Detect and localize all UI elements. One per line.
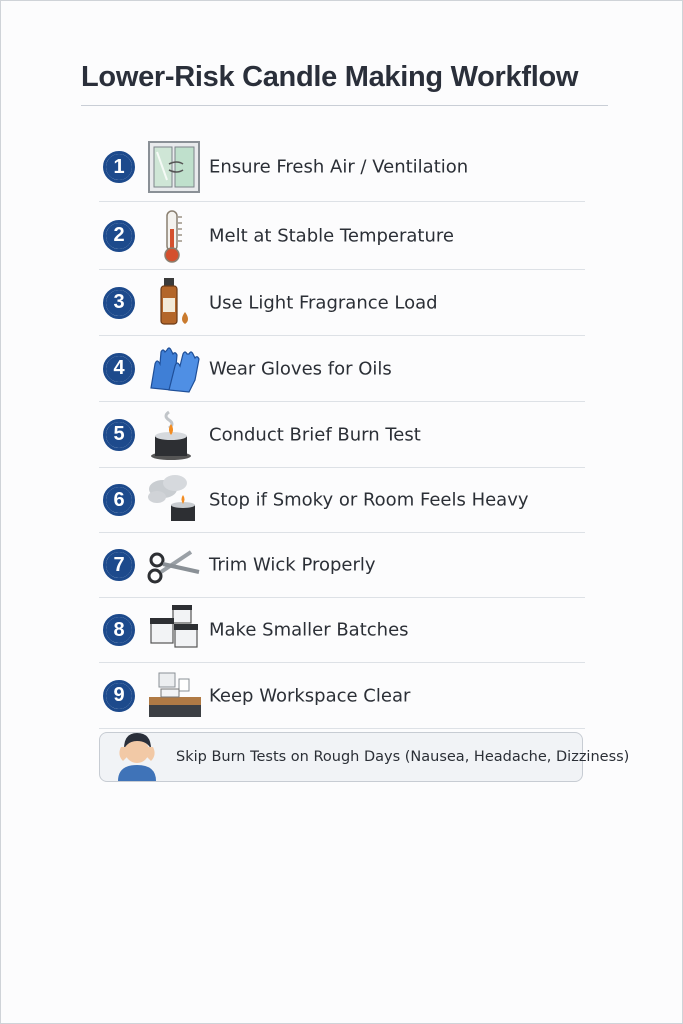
headache-person-icon <box>108 727 166 783</box>
step-number-badge: 1 <box>103 151 135 183</box>
step-label: Stop if Smoky or Room Feels Heavy <box>209 489 529 511</box>
step-number-badge: 5 <box>103 419 135 451</box>
gloves-icon <box>145 342 207 396</box>
step-label: Make Smaller Batches <box>209 619 409 641</box>
step-label: Melt at Stable Temperature <box>209 225 454 246</box>
step-number-badge: 2 <box>103 220 135 252</box>
burning-candle-icon <box>145 408 207 462</box>
jars-icon <box>145 603 207 657</box>
step-number-badge: 3 <box>103 287 135 319</box>
step-item <box>99 663 585 729</box>
smoking-candle-icon <box>145 473 207 527</box>
step-number-badge: 7 <box>103 549 135 581</box>
step-item <box>99 270 585 336</box>
caution-text: Skip Burn Tests on Rough Days (Nausea, Headache, Dizziness) <box>176 749 630 765</box>
step-number-badge: 9 <box>103 680 135 712</box>
step-item <box>99 468 585 533</box>
step-label: Wear Gloves for Oils <box>209 358 392 379</box>
step-label: Conduct Brief Burn Test <box>209 424 421 445</box>
step-label: Ensure Fresh Air / Ventilation <box>209 156 469 178</box>
thermometer-icon <box>145 209 207 263</box>
scissors-icon <box>145 538 207 592</box>
step-label: Keep Workspace Clear <box>209 685 411 706</box>
step-number-badge: 4 <box>103 353 135 385</box>
oil-bottle-icon <box>145 276 207 330</box>
step-label: Use Light Fragrance Load <box>209 292 438 313</box>
step-number-badge: 6 <box>103 484 135 516</box>
step-item <box>99 202 585 270</box>
workspace-desk-icon <box>145 669 207 723</box>
steps-list <box>99 133 585 729</box>
page-title: Lower-Risk Candle Making Workflow <box>81 61 579 93</box>
caution-note <box>99 732 630 782</box>
step-item <box>99 336 585 402</box>
step-item <box>99 533 585 598</box>
step-number-badge: 8 <box>103 614 135 646</box>
step-item <box>99 133 585 202</box>
step-label: Trim Wick Properly <box>209 554 376 576</box>
step-item <box>99 598 585 663</box>
step-item <box>99 402 585 468</box>
title-divider <box>81 105 608 106</box>
window-icon <box>145 140 207 194</box>
